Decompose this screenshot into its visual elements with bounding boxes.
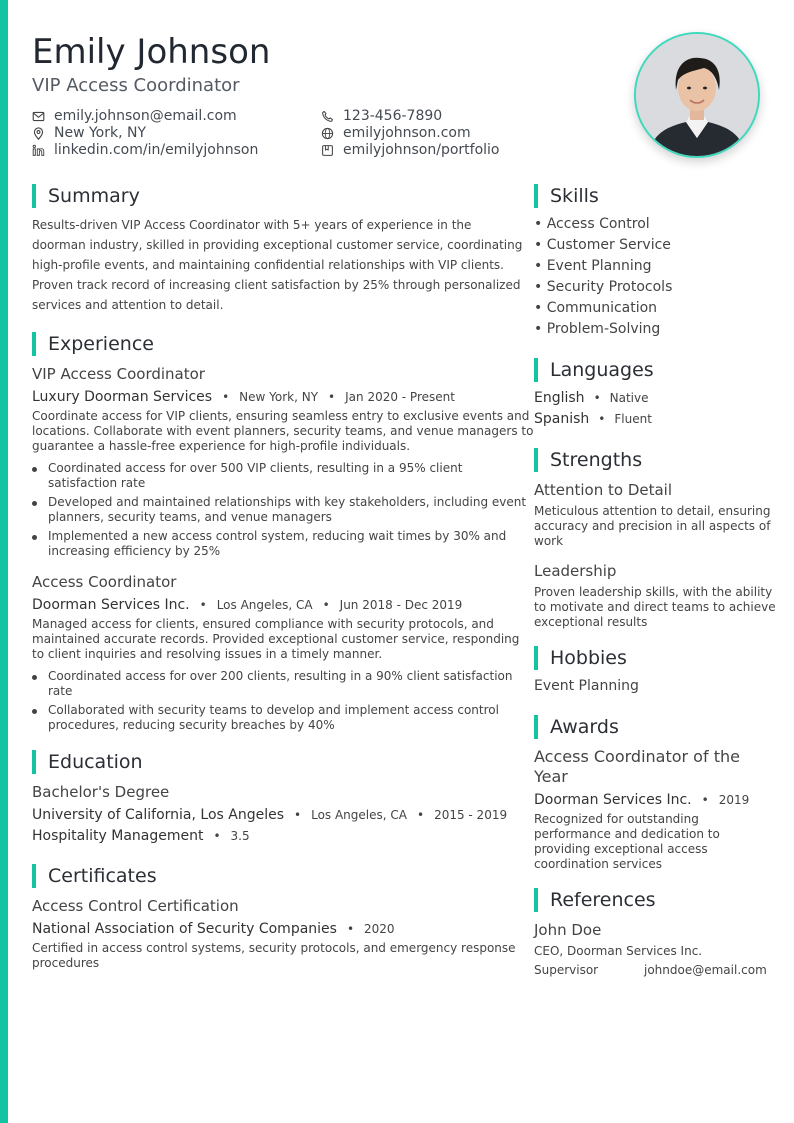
contact-location: New York, NY	[32, 125, 146, 142]
certificate-name: Access Control Certification	[32, 897, 239, 915]
reference-email[interactable]: johndoe@email.com	[644, 963, 767, 977]
profile-photo	[634, 32, 760, 158]
reference-role: CEO, Doorman Services Inc.	[534, 944, 703, 958]
job-meta: Luxury Doorman Services • New York, NY • Jan 2020 - Present	[32, 389, 455, 405]
contact-portfolio[interactable]: emilyjohnson/portfolio	[321, 142, 500, 159]
job-location: Los Angeles, CA	[216, 598, 313, 612]
section-heading-certificates: Certificates	[32, 864, 157, 888]
section-heading-hobbies: Hobbies	[534, 646, 627, 670]
contact-phone[interactable]: 123-456-7890	[321, 108, 442, 125]
language-name: English	[534, 390, 585, 406]
section-heading-summary: Summary	[32, 184, 140, 208]
candidate-title: VIP Access Coordinator	[32, 75, 240, 96]
linkedin-icon	[32, 144, 46, 158]
job-dates: Jan 2020 - Present	[345, 390, 455, 404]
globe-icon	[321, 127, 335, 141]
candidate-name: Emily Johnson	[32, 32, 271, 72]
language-name: Spanish	[534, 411, 590, 427]
education-school: University of California, Los Angeles	[32, 807, 285, 823]
summary-text: Results-driven VIP Access Coordinator with 5+ years of experience in the doorman industry, skilled in providing exceptional customer service, coordinating high-profile events, and maintaining confidential relationships with VIP clients. Proven track record of increasing client satisfaction by 25% through personalized services and attention to detail.	[32, 218, 523, 312]
job-company: Luxury Doorman Services	[32, 389, 213, 405]
language-level: Native	[609, 391, 649, 405]
education-field: Hospitality Management	[32, 828, 204, 844]
skill-item: • Problem-Solving	[534, 321, 661, 337]
language-item: Spanish • Fluent	[534, 411, 652, 427]
phone-icon	[321, 110, 335, 124]
skill-item: • Security Protocols	[534, 279, 673, 295]
section-heading-experience: Experience	[32, 332, 154, 356]
reference-name: John Doe	[534, 921, 602, 939]
skill-item: • Event Planning	[534, 258, 652, 274]
job-location: New York, NY	[239, 390, 319, 404]
education-field-row: Hospitality Management • 3.5	[32, 828, 250, 844]
education-meta: University of California, Los Angeles • Los Angeles, CA • 2015 - 2019	[32, 807, 508, 823]
section-heading-education: Education	[32, 750, 143, 774]
section-heading-references: References	[534, 888, 656, 912]
location-pin-icon	[32, 127, 46, 141]
contact-linkedin[interactable]: linkedin.com/in/emilyjohnson	[32, 142, 258, 159]
skill-item: • Communication	[534, 300, 658, 316]
contact-website[interactable]: emilyjohnson.com	[321, 125, 471, 142]
education-location: Los Angeles, CA	[311, 808, 407, 822]
strength-title: Leadership	[534, 562, 617, 580]
job-title: VIP Access Coordinator	[32, 365, 205, 383]
job-title: Access Coordinator	[32, 573, 177, 591]
accent-bar	[0, 0, 8, 1123]
award-issuer: Doorman Services Inc.	[534, 792, 692, 808]
contact-email[interactable]: emily.johnson@email.com	[32, 108, 237, 125]
certificate-year: 2020	[364, 922, 395, 936]
certificate-meta: National Association of Security Companies • 2020	[32, 921, 395, 937]
skill-item: • Customer Service	[534, 237, 671, 253]
job-dates: Jun 2018 - Dec 2019	[339, 598, 463, 612]
education-degree: Bachelor's Degree	[32, 783, 170, 801]
strength-description: Proven leadership skills, with the ability to motivate and direct teams to achieve exceptional results	[534, 585, 776, 629]
education-dates: 2015 - 2019	[434, 808, 508, 822]
strength-title: Attention to Detail	[534, 481, 673, 499]
strength-description: Meticulous attention to detail, ensuring accuracy and precision in all aspects of work	[534, 504, 771, 548]
award-meta: Doorman Services Inc. • 2019	[534, 792, 750, 808]
section-heading-strengths: Strengths	[534, 448, 642, 472]
certificate-issuer: National Association of Security Companies	[32, 921, 337, 937]
section-heading-languages: Languages	[534, 358, 654, 382]
section-heading-skills: Skills	[534, 184, 599, 208]
award-description: Recognized for outstanding performance and dedication to providing exceptional access coordination services	[534, 812, 720, 871]
reference-relation: Supervisor	[534, 963, 599, 977]
section-heading-awards: Awards	[534, 715, 619, 739]
job-description: Managed access for clients, ensured compliance with security protocols, and maintained accurate records. Provided exceptional customer service, responding to client inquiries and resolving issues in a timely manner.	[32, 617, 520, 661]
job-meta: Doorman Services Inc. • Los Angeles, CA • Jun 2018 - Dec 2019	[32, 597, 463, 613]
award-year: 2019	[718, 793, 750, 807]
skill-item: • Access Control	[534, 216, 650, 232]
award-title: Access Coordinator of the Year	[534, 747, 740, 786]
certificate-description: Certified in access control systems, security protocols, and emergency response procedures	[32, 941, 516, 970]
education-gpa: 3.5	[230, 829, 250, 843]
job-description: Coordinate access for VIP clients, ensuring seamless entry to exclusive events and locations. Collaborate with event planners, security teams, and venue managers to guarantee a hassle-free experience for high-profile individuals.	[32, 409, 534, 453]
portfolio-icon	[321, 144, 335, 158]
job-company: Doorman Services Inc.	[32, 597, 190, 613]
hobby-item: Event Planning	[534, 678, 639, 694]
mail-icon	[32, 110, 46, 124]
language-item: English • Native	[534, 390, 649, 406]
language-level: Fluent	[614, 412, 652, 426]
